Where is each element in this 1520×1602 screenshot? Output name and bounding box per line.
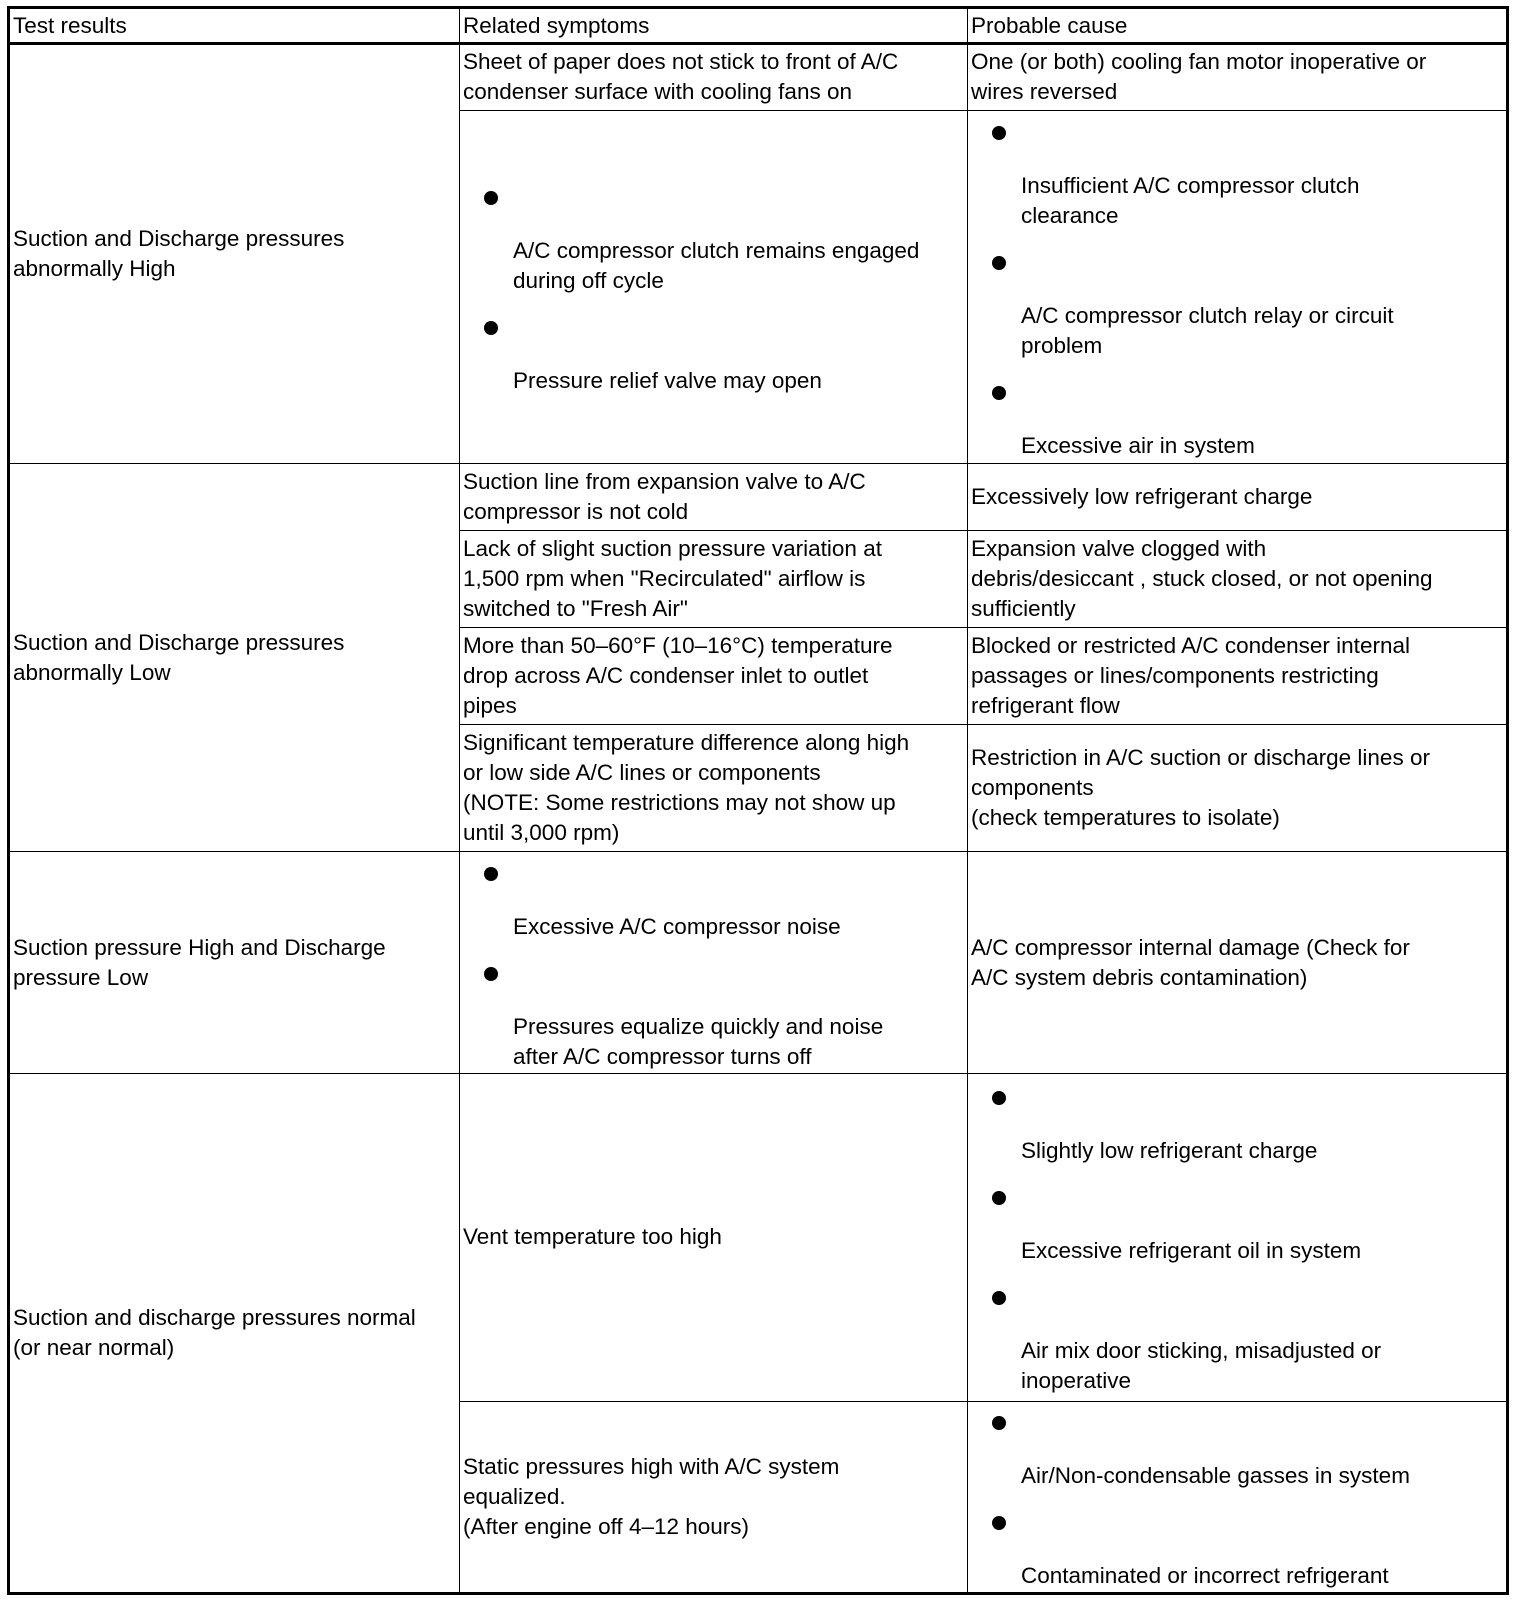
text-line: Significant temperature difference along high <box>463 730 910 756</box>
symptom-cell <box>460 852 968 1074</box>
bullet-icon <box>971 247 1503 281</box>
table-row <box>9 1073 1508 1401</box>
cause-cell <box>968 530 1508 627</box>
symptom-cell <box>460 530 968 627</box>
cause-cell <box>968 44 1508 111</box>
test-result-cell <box>9 463 460 851</box>
text-line: Excessive refrigerant oil in system <box>1021 1238 1362 1264</box>
text-line: Excessively low refrigerant charge <box>971 483 1313 509</box>
bullet-icon <box>971 1182 1503 1216</box>
diagnosis-table <box>7 6 1509 1595</box>
text-line: pressure Low <box>13 964 149 990</box>
text-line: Vent temperature too high <box>463 1224 722 1250</box>
cause-cell <box>968 463 1508 530</box>
text-line: A/C system debris contamination) <box>971 964 1308 990</box>
symptom-cell <box>460 1401 968 1593</box>
bullet-item <box>463 312 964 396</box>
text-line: A/C compressor clutch relay or circuit <box>1021 302 1394 328</box>
text-line: condenser surface with cooling fans on <box>463 79 852 105</box>
table-row <box>9 44 1508 111</box>
text-line: 1,500 rpm when "Recirculated" airflow is <box>463 565 866 591</box>
text-line: Sheet of paper does not stick to front of A/C <box>463 49 899 75</box>
text-line: Pressures equalize quickly and noise <box>513 1013 884 1039</box>
text-line: sufficiently <box>971 595 1076 621</box>
bullet-icon <box>463 958 964 992</box>
text-line: Suction and discharge pressures normal <box>13 1304 416 1330</box>
text-line: pipes <box>463 692 517 718</box>
text-line: One (or both) cooling fan motor inoperative or <box>971 49 1427 75</box>
bullet-icon <box>971 1282 1503 1316</box>
bullet-item <box>971 1182 1503 1266</box>
text-line: Lack of slight suction pressure variation at <box>463 535 882 561</box>
cause-cell <box>968 627 1508 724</box>
text-line: Restriction in A/C suction or discharge lines or <box>971 745 1430 771</box>
text-line: switched to "Fresh Air" <box>463 595 688 621</box>
text-line: Expansion valve clogged with <box>971 535 1267 561</box>
text-line: Excessive A/C compressor noise <box>513 913 841 939</box>
text-line: Air/Non-condensable gasses in system <box>1021 1462 1410 1488</box>
text-line: or low side A/C lines or components <box>463 760 821 786</box>
text-line: Pressure relief valve may open <box>513 367 822 393</box>
text-line: (check temperatures to isolate) <box>971 805 1280 831</box>
text-line: Suction pressure High and Discharge <box>13 934 386 960</box>
cause-cell <box>968 110 1508 463</box>
text-line: Suction and Discharge pressures <box>13 629 345 655</box>
text-line: Excessive air in system <box>1021 432 1255 458</box>
text-line: clearance <box>1021 202 1119 228</box>
test-result-cell <box>9 1073 460 1593</box>
text-line: abnormally High <box>13 255 176 281</box>
bullet-list <box>463 854 964 1072</box>
symptom-cell <box>460 627 968 724</box>
text-line: Insufficient A/C compressor clutch <box>1021 172 1360 198</box>
bullet-icon <box>971 1407 1503 1441</box>
bullet-icon <box>463 312 964 346</box>
symptom-cell <box>460 110 968 463</box>
text-line: More than 50–60°F (10–16°C) temperature <box>463 632 893 658</box>
bullet-list <box>971 1078 1503 1396</box>
bullet-icon <box>971 1507 1503 1541</box>
bullet-item <box>971 1407 1503 1491</box>
bullet-item <box>971 1282 1503 1396</box>
text-line: after A/C compressor turns off <box>513 1043 812 1069</box>
bullet-icon <box>463 858 964 892</box>
bullet-item <box>971 1082 1503 1166</box>
header-test-results: Test results <box>9 8 460 44</box>
symptom-cell <box>460 44 968 111</box>
cause-cell <box>968 852 1508 1074</box>
text-line: Air mix door sticking, misadjusted or <box>1021 1338 1382 1364</box>
text-line: Suction line from expansion valve to A/C <box>463 468 866 494</box>
bullet-item <box>971 377 1503 461</box>
bullet-item <box>463 182 964 296</box>
text-line: (or near normal) <box>13 1334 175 1360</box>
cause-cell <box>968 1401 1508 1593</box>
bullet-list <box>971 113 1503 461</box>
text-line: A/C compressor clutch remains engaged <box>513 237 920 263</box>
bullet-icon <box>463 182 964 216</box>
text-line: Blocked or restricted A/C condenser internal <box>971 632 1410 658</box>
text-line: inoperative <box>1021 1368 1132 1394</box>
table-row <box>9 852 1508 1074</box>
text-line: A/C compressor internal damage (Check for <box>971 934 1410 960</box>
test-result-cell <box>9 852 460 1074</box>
text-line: problem <box>1021 332 1103 358</box>
text-line: during off cycle <box>513 267 664 293</box>
cause-cell <box>968 724 1508 851</box>
bullet-icon <box>971 1082 1503 1116</box>
text-line: drop across A/C condenser inlet to outlet <box>463 662 869 688</box>
header-related-symptoms: Related symptoms <box>460 8 968 44</box>
bullet-icon <box>971 117 1503 151</box>
bullet-list <box>971 1403 1503 1591</box>
text-line: passages or lines/components restricting <box>971 662 1379 688</box>
text-line: abnormally Low <box>13 659 171 685</box>
symptom-cell <box>460 724 968 851</box>
test-result-cell <box>9 44 460 464</box>
cause-cell <box>968 1073 1508 1401</box>
bullet-item <box>463 858 964 942</box>
bullet-item <box>971 117 1503 231</box>
bullet-item <box>971 247 1503 361</box>
text-line: debris/desiccant , stuck closed, or not opening <box>971 565 1433 591</box>
bullet-icon <box>971 377 1503 411</box>
bullet-item <box>463 958 964 1072</box>
text-line: Static pressures high with A/C system <box>463 1453 840 1479</box>
text-line: wires reversed <box>971 79 1118 105</box>
text-line: (NOTE: Some restrictions may not show up <box>463 790 896 816</box>
text-line: equalized. <box>463 1483 566 1509</box>
header-row <box>9 8 1508 44</box>
text-line: Contaminated or incorrect refrigerant <box>1021 1562 1389 1588</box>
bullet-list <box>463 178 964 396</box>
text-line: compressor is not cold <box>463 498 689 524</box>
bullet-item <box>971 1507 1503 1591</box>
text-line: Suction and Discharge pressures <box>13 225 345 251</box>
table-row <box>9 463 1508 530</box>
text-line: refrigerant flow <box>971 692 1120 718</box>
text-line: components <box>971 775 1094 801</box>
symptom-cell <box>460 463 968 530</box>
symptom-cell <box>460 1073 968 1401</box>
text-line: Slightly low refrigerant charge <box>1021 1138 1318 1164</box>
text-line: (After engine off 4–12 hours) <box>463 1513 750 1539</box>
text-line: until 3,000 rpm) <box>463 820 620 846</box>
header-probable-cause: Probable cause <box>968 8 1508 44</box>
